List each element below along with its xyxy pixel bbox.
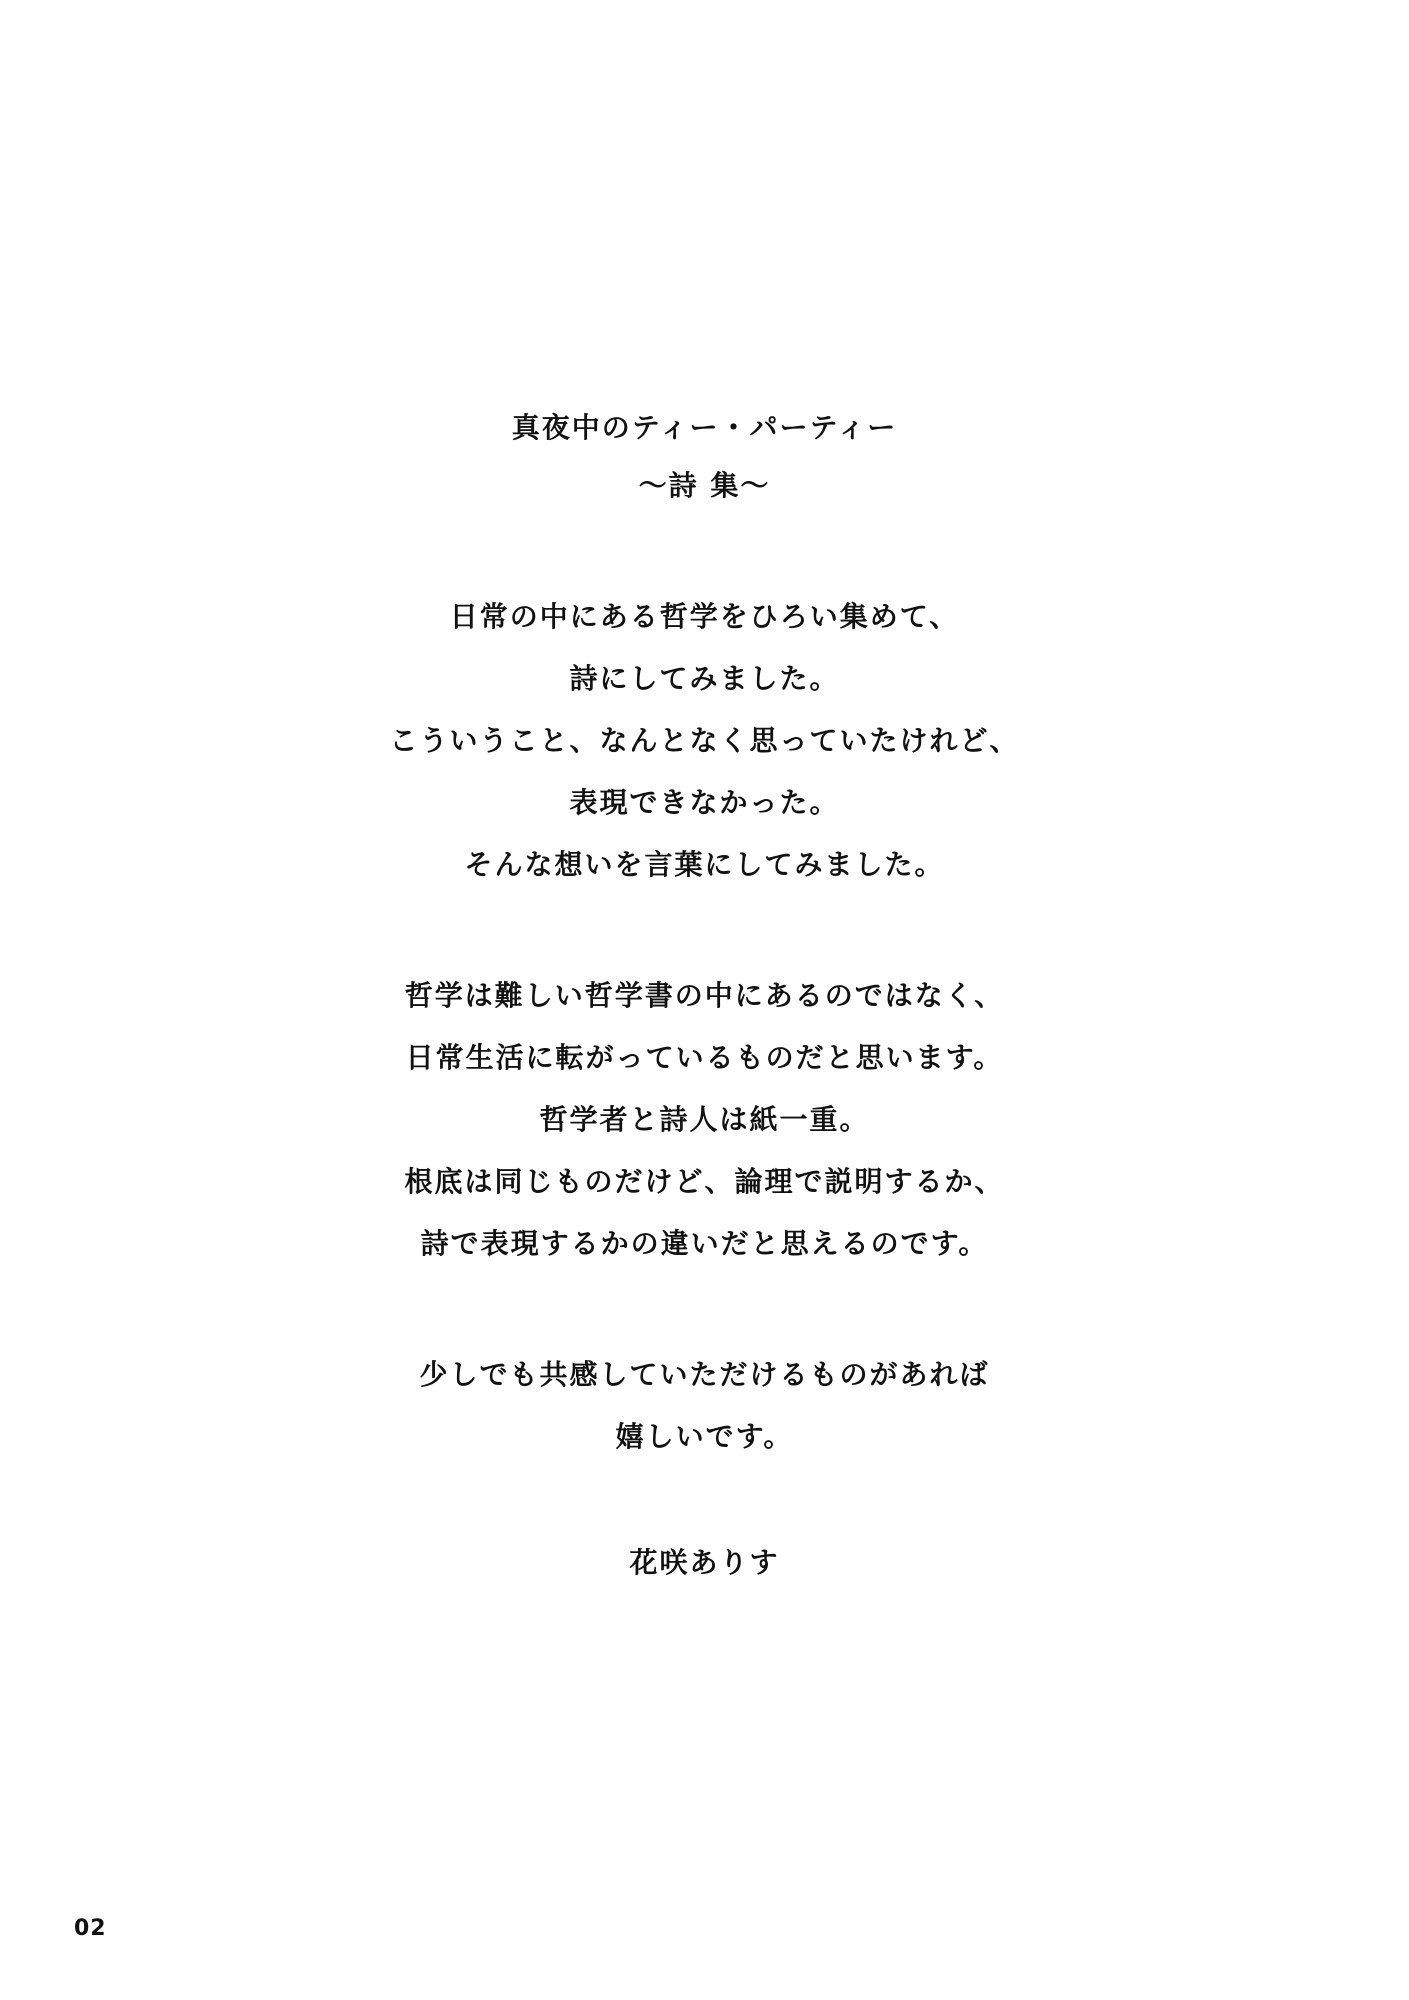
text-line: こういうこと、なんとなく思っていたけれど、: [389, 724, 1020, 757]
page-number: 02: [74, 1916, 107, 1941]
text-line: 詩で表現するかの違いだと思えるのです。: [420, 1227, 989, 1260]
text-line: そんな想いを言葉にしてみました。: [464, 848, 945, 881]
subtitle: 〜詩 集〜: [638, 469, 771, 502]
text-line: 哲学は難しい哲学書の中にあるのではなく、: [404, 979, 1005, 1012]
text-line: 少しでも共感していただけるものがあれば: [419, 1358, 990, 1391]
text-line: 嬉しいです。: [615, 1420, 794, 1453]
text-line: 日常の中にある哲学をひろい集めて、: [449, 600, 960, 633]
text-line: 根底は同じものだけど、論理で説明するか、: [404, 1165, 1005, 1198]
text-line: 詩にしてみました。: [569, 662, 840, 695]
text-line: 日常生活に転がっているものだと思います。: [405, 1041, 1004, 1074]
author-signature: 花咲ありす: [629, 1546, 780, 1579]
text-line: 哲学者と詩人は紙一重。: [539, 1103, 870, 1136]
title: 真夜中のティー・パーティー: [511, 411, 898, 444]
text-line: 表現できなかった。: [569, 786, 840, 819]
